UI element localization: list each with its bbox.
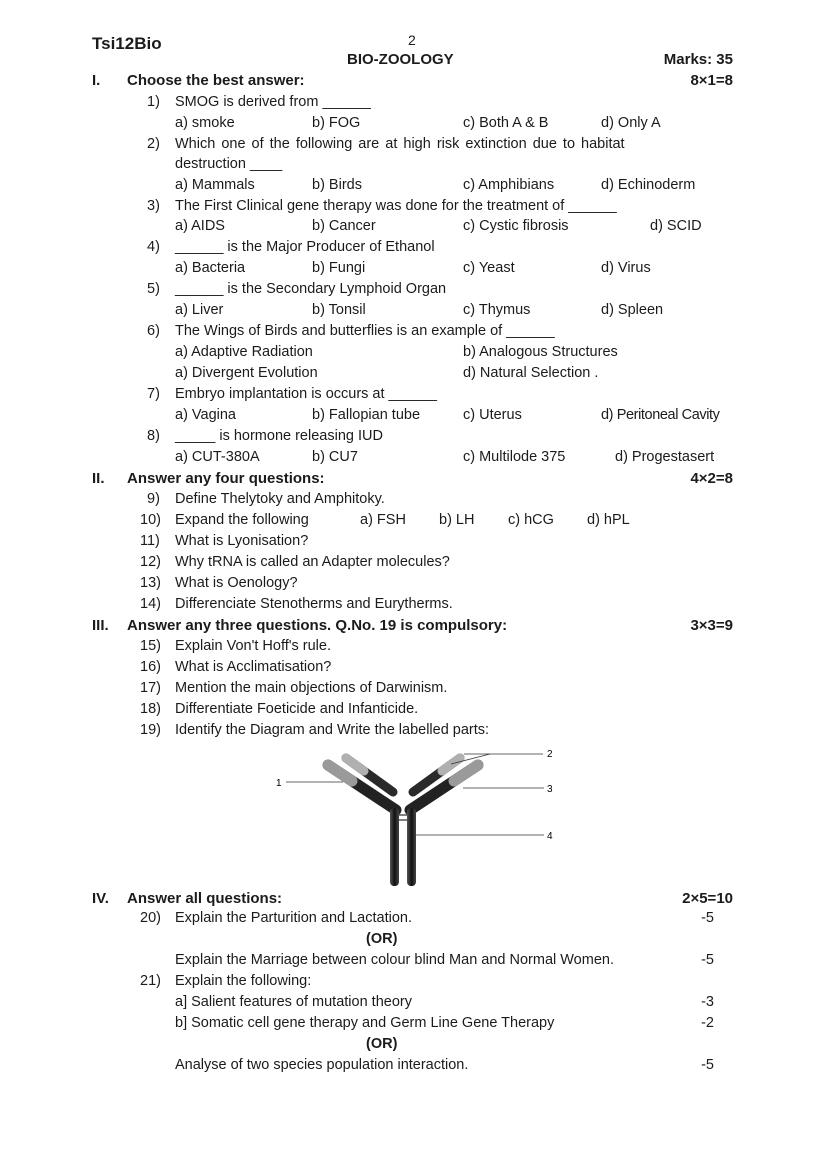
section4-title: Answer all questions:	[127, 890, 283, 907]
q7-option-d: d) Peritoneal Cavity	[601, 407, 720, 423]
q4-option-c: c) Yeast	[463, 260, 515, 276]
q21b-mark: -2	[701, 1015, 714, 1031]
q10-part-c: c) hCG	[508, 512, 554, 528]
q4-number: 4)	[147, 239, 160, 255]
page-number: 2	[408, 32, 416, 48]
q6-text: The Wings of Birds and butterflies is an example of ______	[175, 323, 555, 339]
q1-option-b: b) FOG	[312, 115, 361, 131]
diagram-label-3: 3	[547, 784, 553, 795]
q2-number: 2)	[147, 136, 160, 152]
q21-number: 21)	[140, 973, 161, 989]
q5-option-d: d) Spleen	[601, 302, 664, 318]
q10-text: Expand the following	[175, 512, 309, 528]
q12-text: Why tRNA is called an Adapter molecules?	[175, 554, 450, 570]
q6-option-b: b) Analogous Structures	[463, 344, 618, 360]
q10-part-a: a) FSH	[360, 512, 406, 528]
antibody-diagram	[268, 740, 568, 890]
q15-text: Explain Von't Hoff's rule.	[175, 638, 331, 654]
q20-alt-text: Explain the Marriage between colour blind Man and Normal Women.	[175, 952, 614, 968]
q3-option-c: c) Cystic fibrosis	[463, 218, 569, 234]
q4-text: ______ is the Major Producer of Ethanol	[175, 239, 435, 255]
q1-option-a: a) smoke	[175, 115, 235, 131]
q17-text: Mention the main objections of Darwinism.	[175, 680, 448, 696]
q13-text: What is Oenology?	[175, 575, 298, 591]
q9-text: Define Thelytoky and Amphitoky.	[175, 491, 385, 507]
q3-option-d: d) SCID	[650, 218, 702, 234]
q17-number: 17)	[140, 680, 161, 696]
q21-text: Explain the following:	[175, 973, 312, 989]
q4-option-a: a) Bacteria	[175, 260, 246, 276]
q8-option-b: b) CU7	[312, 449, 358, 465]
section3-marks: 3×3=9	[690, 617, 733, 634]
q13-number: 13)	[140, 575, 161, 591]
q18-text: Differentiate Foeticide and Infanticide.	[175, 701, 419, 717]
q12-number: 12)	[140, 554, 161, 570]
section2-marks: 4×2=8	[690, 470, 733, 487]
q2-option-a: a) Mammals	[175, 177, 255, 193]
q20-alt-mark: -5	[701, 952, 714, 968]
q8-text: _____ is hormone releasing IUD	[175, 428, 383, 444]
q19-text: Identify the Diagram and Write the labelled parts:	[175, 722, 490, 738]
q18-number: 18)	[140, 701, 161, 717]
q20-number: 20)	[140, 910, 161, 926]
q1-option-d: d) Only A	[601, 115, 661, 131]
section2-title: Answer any four questions:	[127, 470, 325, 487]
q3-text: The First Clinical gene therapy was done for the treatment of ______	[175, 198, 617, 214]
q14-text: Differenciate Stenotherms and Eurytherms.	[175, 596, 453, 612]
or-divider-1: (OR)	[366, 931, 398, 947]
q15-number: 15)	[140, 638, 161, 654]
total-marks: Marks: 35	[663, 51, 733, 68]
q19-number: 19)	[140, 722, 161, 738]
q14-number: 14)	[140, 596, 161, 612]
q7-option-c: c) Uterus	[463, 407, 522, 423]
diagram-label-4: 4	[547, 831, 553, 842]
q6-option-d: d) Natural Selection .	[463, 365, 599, 381]
q21-alt-mark: -5	[701, 1057, 714, 1073]
section3-title: Answer any three questions. Q.No. 19 is compulsory:	[127, 617, 508, 634]
section3-roman: III.	[92, 617, 109, 634]
q1-option-c: c) Both A & B	[463, 115, 549, 131]
q21a-text: a] Salient features of mutation theory	[175, 994, 412, 1010]
q7-number: 7)	[147, 386, 160, 402]
q2-text: Which one of the following are at high risk extinction due to habitat	[175, 136, 625, 152]
q7-text: Embryo implantation is occurs at ______	[175, 386, 437, 402]
q2-option-b: b) Birds	[312, 177, 362, 193]
q7-option-a: a) Vagina	[175, 407, 236, 423]
diagram-label-2: 2	[547, 749, 553, 760]
q8-option-d: d) Progestasert	[615, 449, 715, 465]
q8-number: 8)	[147, 428, 160, 444]
section2-roman: II.	[92, 470, 105, 487]
left-stem	[390, 808, 399, 886]
or-divider-2: (OR)	[366, 1036, 398, 1052]
q21a-mark: -3	[701, 994, 714, 1010]
q5-option-b: b) Tonsil	[312, 302, 366, 318]
q8-option-a: a) CUT-380A	[175, 449, 260, 465]
q1-number: 1)	[147, 94, 160, 110]
section1-title: Choose the best answer:	[127, 72, 305, 89]
left-heavy-variable-region	[328, 765, 352, 781]
q4-option-b: b) Fungi	[312, 260, 366, 276]
paper-code: Tsi12Bio	[92, 34, 162, 53]
q10-part-b: b) LH	[439, 512, 475, 528]
left-light-variable-region	[346, 758, 364, 771]
q20-text: Explain the Parturition and Lactation.	[175, 910, 412, 926]
q21b-text: b] Somatic cell gene therapy and Germ Line Gene Therapy	[175, 1015, 555, 1031]
q11-number: 11)	[140, 533, 160, 549]
q11-text: What is Lyonisation?	[175, 533, 309, 549]
q10-part-d: d) hPL	[587, 512, 630, 528]
q5-number: 5)	[147, 281, 160, 297]
q6-number: 6)	[147, 323, 160, 339]
diagram-label-1: 1	[276, 778, 282, 789]
q2-text-cont: destruction ____	[175, 156, 283, 172]
q3-option-b: b) Cancer	[312, 218, 376, 234]
section4-marks: 2×5=10	[682, 890, 733, 907]
right-stem	[407, 808, 416, 886]
q2-option-d: d) Echinoderm	[601, 177, 696, 193]
q16-number: 16)	[140, 659, 161, 675]
q10-number: 10)	[140, 512, 161, 528]
section1-marks: 8×1=8	[690, 72, 733, 89]
q6-option-c: a) Divergent Evolution	[175, 365, 318, 381]
q21-alt-text: Analyse of two species population interaction.	[175, 1057, 469, 1073]
q8-option-c: c) Multilode 375	[463, 449, 566, 465]
q3-option-a: a) AIDS	[175, 218, 225, 234]
q9-number: 9)	[147, 491, 160, 507]
q2-option-c: c) Amphibians	[463, 177, 555, 193]
right-heavy-variable-region	[454, 765, 478, 781]
q5-option-a: a) Liver	[175, 302, 224, 318]
q5-text: ______ is the Secondary Lymphoid Organ	[175, 281, 447, 297]
q6-option-a: a) Adaptive Radiation	[175, 344, 313, 360]
section1-roman: I.	[92, 72, 101, 89]
section4-roman: IV.	[92, 890, 109, 907]
subject-title: BIO-ZOOLOGY	[347, 51, 454, 68]
q7-option-b: b) Fallopian tube	[312, 407, 421, 423]
right-light-variable-region	[442, 758, 460, 771]
q1-text: SMOG is derived from ______	[175, 94, 371, 110]
q5-option-c: c) Thymus	[463, 302, 531, 318]
q20-mark: -5	[701, 910, 714, 926]
q16-text: What is Acclimatisation?	[175, 659, 332, 675]
q3-number: 3)	[147, 198, 160, 214]
q4-option-d: d) Virus	[601, 260, 651, 276]
